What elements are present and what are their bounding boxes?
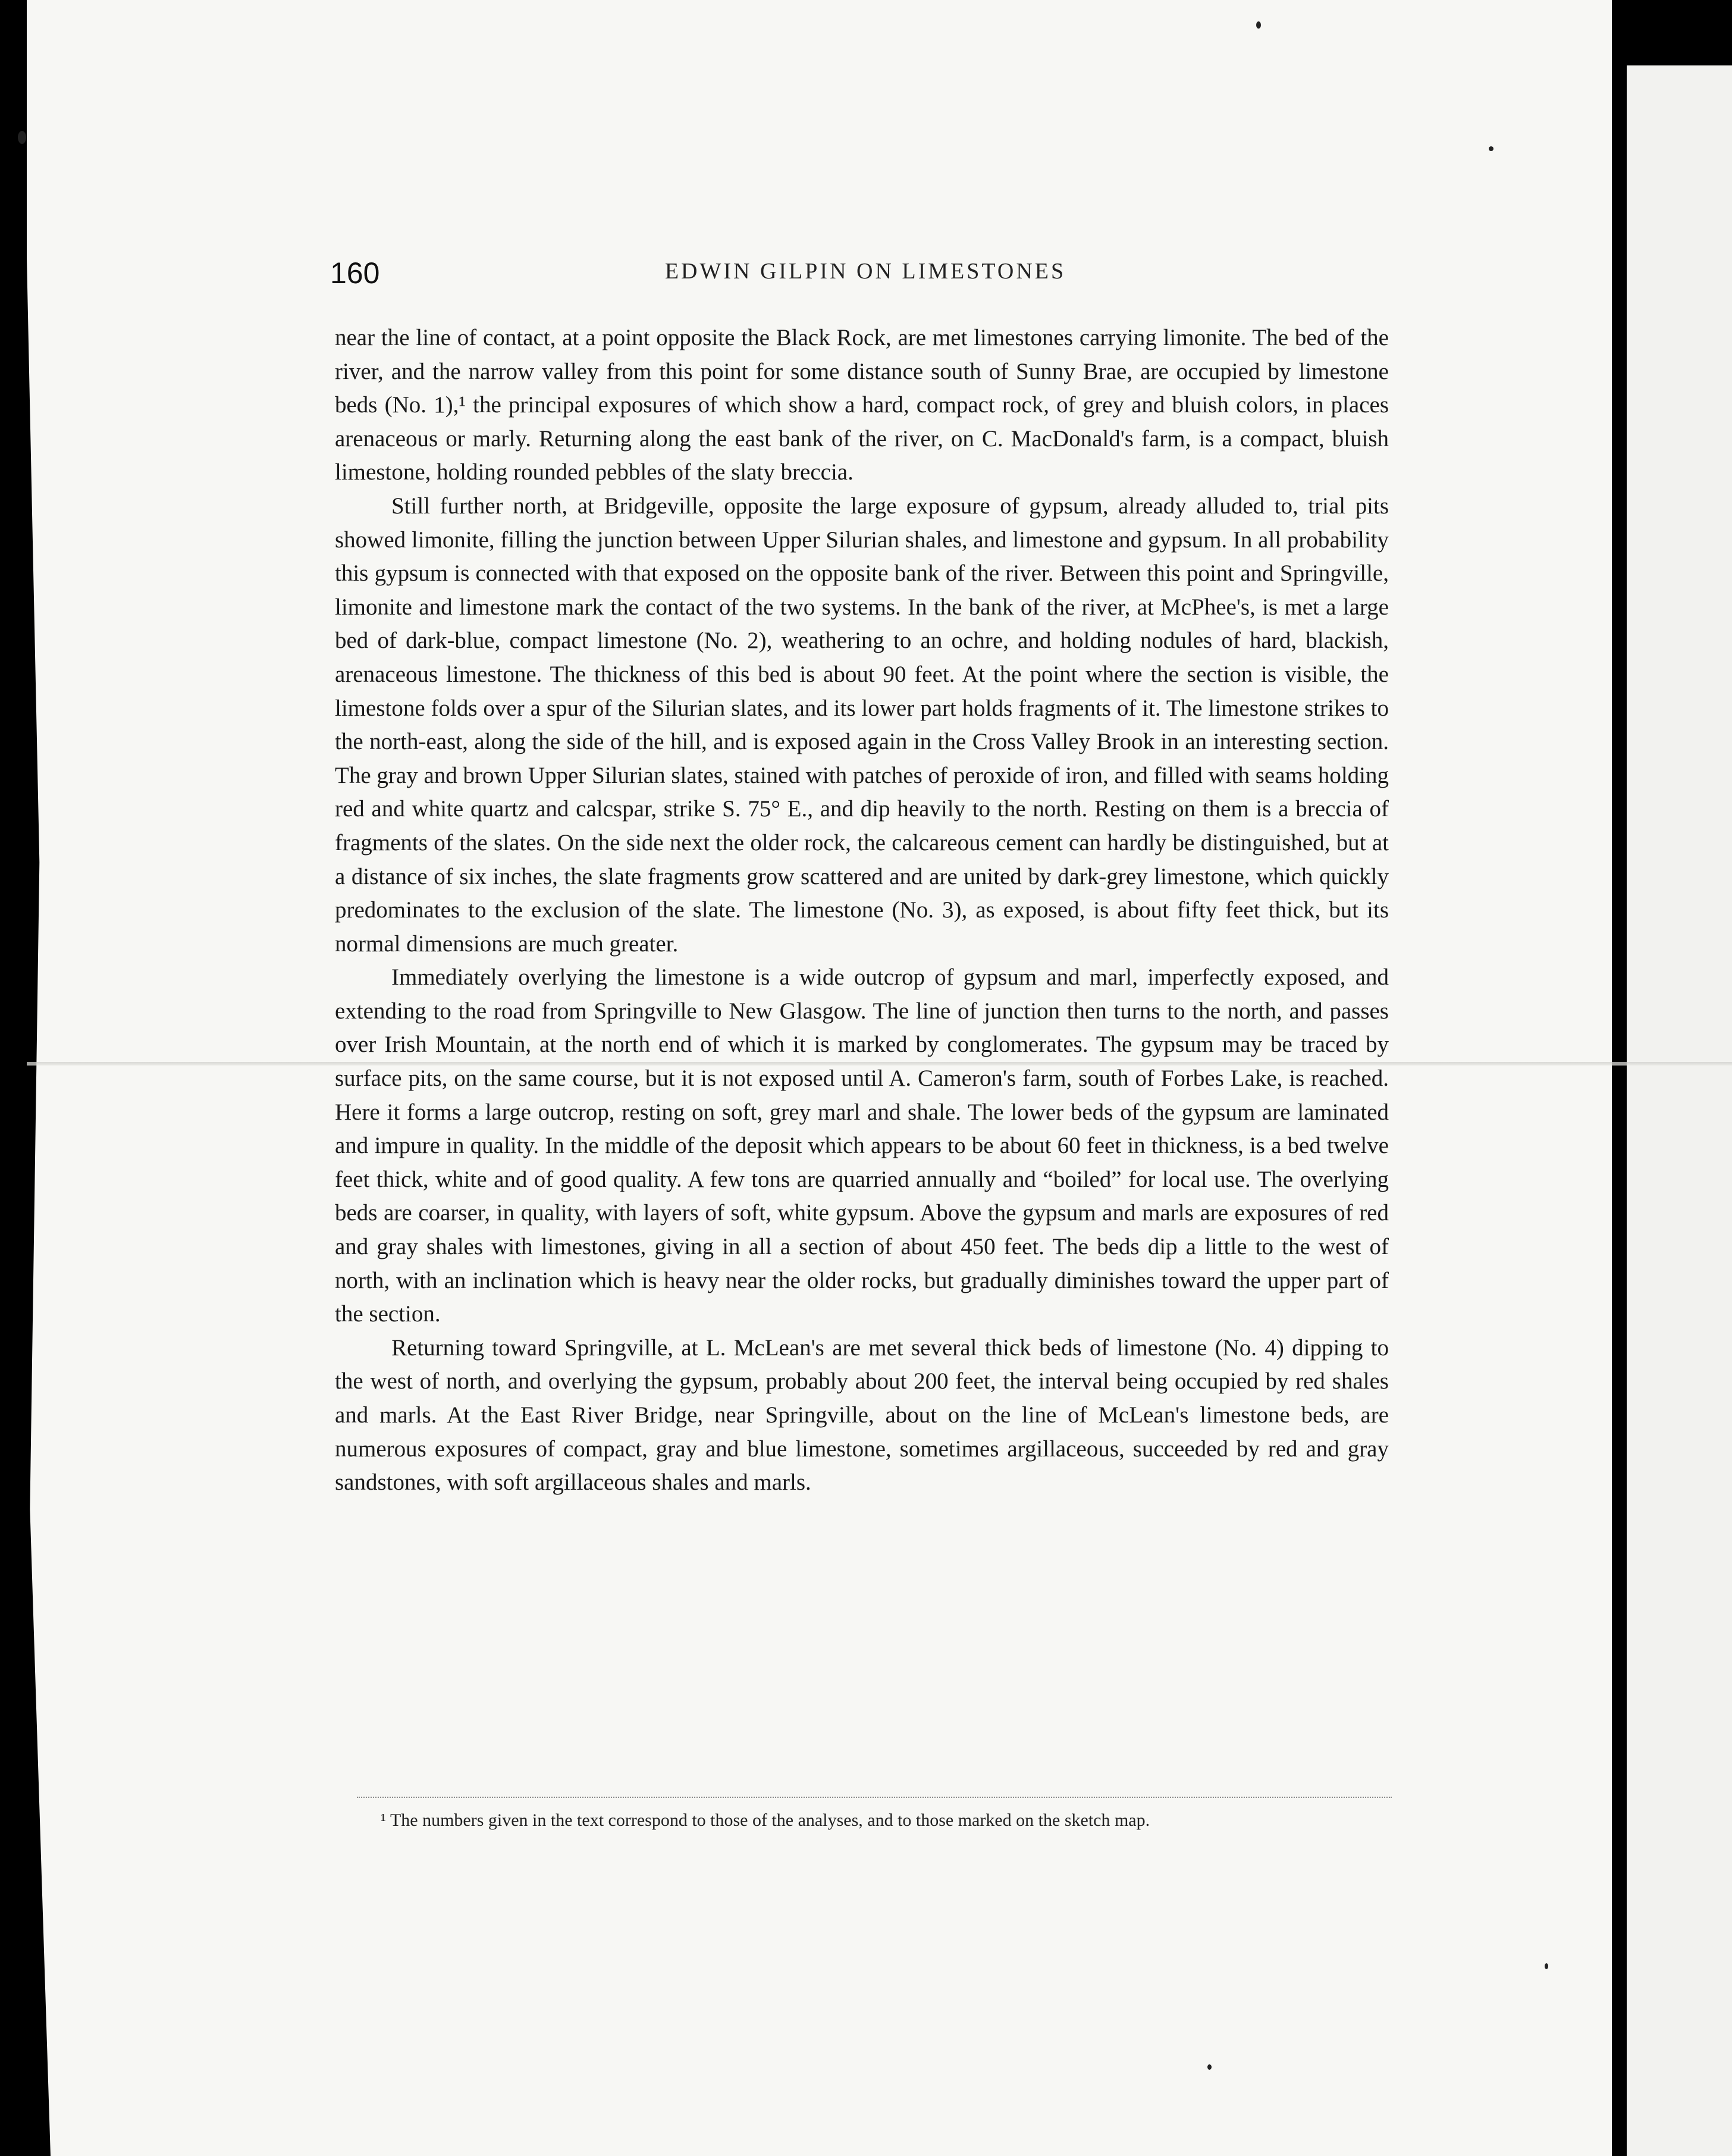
paragraph: Immediately overlying the limestone is a wide outcrop of gypsum and marl, imperfectly exposed, and extending to the road from Springville to New Glasgow. The line of junction then turns to the north, and passes over Irish Mountain, at the north end of which it is marked by conglomerates. The gypsum may be traced by surface pits, on the same course, but it is not exposed until A. Cameron's farm, south of Forbes Lake, is reached. Here it forms a large outcrop, resting on soft, grey marl and shale. The lower beds of the gypsum are laminated and impure in quality. In the middle of the deposit which appears to be about 60 feet in thickness, is a bed twelve feet thick, white and of good quality. A few tons are quarried annually and “boiled” for local use. The overlying beds are coarser, in quality, with layers of soft, white gypsum. Above the gypsum and marls are exposures of red and gray shales with limestones, giving in all a section of about 450 feet. The beds dip a little to the west of north, with an inclination which is heavy near the older rocks, but gradually diminishes toward the upper part of the section.: [335, 964, 1389, 1327]
scan-speck: [1207, 2064, 1212, 2070]
scan-speck: [1256, 21, 1261, 29]
scan-speck: [1489, 146, 1493, 151]
paragraph: near the line of contact, at a point opposite the Black Rock, are met limestones carrying limonite. The bed of the river, and the narrow valley from this point for some distance south of Sunny Brae, are occupied by limestone beds (No. 1),¹ the principal exposures of which show a hard, compact rock, of grey and bluish colors, in places arenaceous or marly. Returning along the east bank of the river, on C. MacDonald's farm, is a compact, bluish limestone, holding rounded pebbles of the slaty breccia.: [335, 325, 1389, 485]
paragraph: Returning toward Springville, at L. McLean's are met several thick beds of limestone (No. 4) dipping to the west of north, and overlying the gypsum, probably about 200 feet, the interval being occupied by red shales and marls. At the East River Bridge, near Springville, about on the line of McLean's limestone beds, are numerous exposures of compact, gray and blue limestone, sometimes argillaceous, succeeded by red and gray sandstones, with soft argillaceous shales and marls.: [335, 1334, 1389, 1496]
body-text: [335, 321, 1389, 1500]
adjacent-page-edge: [1627, 65, 1732, 2156]
scan-speck: [1545, 1963, 1548, 1969]
paragraph: Still further north, at Bridgeville, opposite the large exposure of gypsum, already alluded to, trial pits showed limonite, filling the junction between Upper Silurian shales, and limestone and gypsum. In all probability this gypsum is connected with that exposed on the opposite bank of the river. Between this point and Springville, limonite and limestone mark the contact of the two systems. In the bank of the river, at McPhee's, is met a large bed of dark-blue, compact limestone (No. 2), weathering to an ochre, and holding nodules of hard, blackish, arenaceous limestone. The thickness of this bed is about 90 feet. At the point where the section is visible, the limestone folds over a spur of the Silurian slates, and its lower part holds fragments of it. The limestone strikes to the north-east, along the side of the hill, and is exposed again in the Cross Valley Brook in an interesting section. The gray and brown Upper Silurian slates, stained with patches of peroxide of iron, and filled with seams holding red and white quartz and calcspar, strike S. 75° E., and dip heavily to the north. Resting on them is a breccia of fragments of the slates. On the side next the older rock, the calcareous cement can hardly be distinguished, but at a distance of six inches, the slate fragments grow scattered and are united by dark-grey limestone, which quickly predominates to the exclusion of the slate. The limestone (No. 3), as exposed, is about fifty feet thick, but its normal dimensions are much greater.: [335, 493, 1389, 957]
scan-speck: [18, 131, 26, 144]
running-title: EDWIN GILPIN ON LIMESTONES: [664, 259, 1066, 284]
footnote: ¹ The numbers given in the text correspond to those of the analyses, and to those marked on the sketch map.: [381, 1810, 1150, 1830]
page-header: [330, 256, 1401, 292]
page-number: 160: [330, 256, 380, 290]
footnote-rule: [357, 1797, 1392, 1798]
